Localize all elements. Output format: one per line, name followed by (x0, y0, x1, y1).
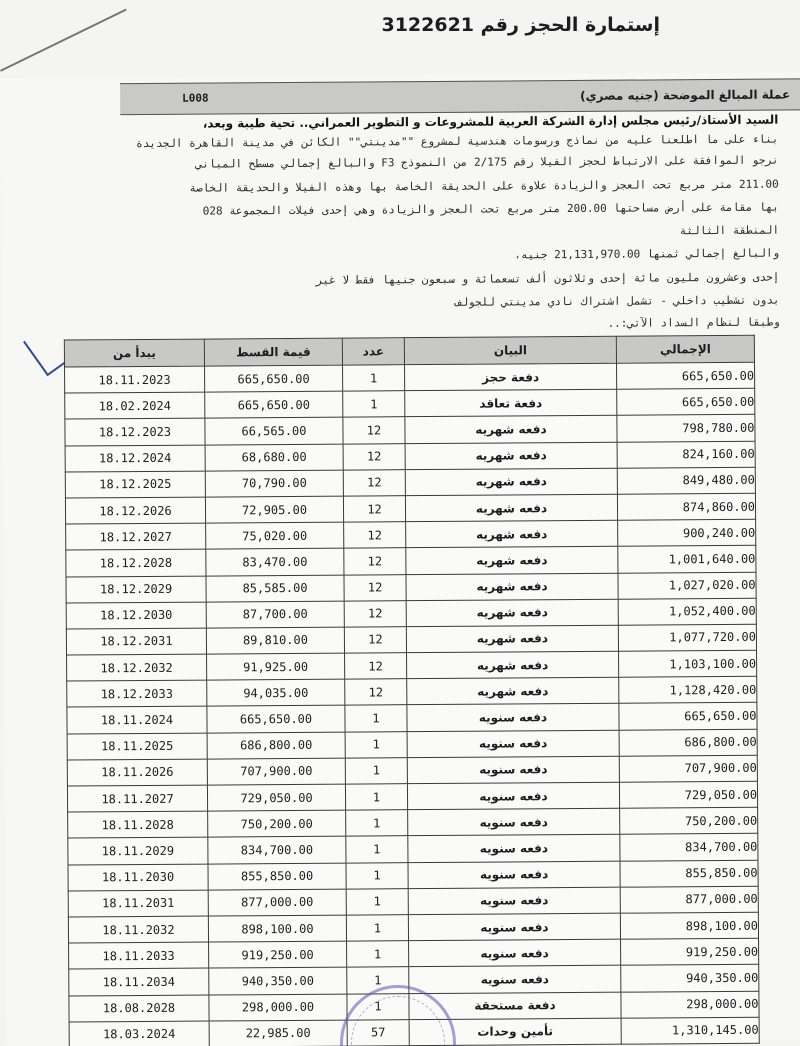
total-cell: 1,001,640.00 (618, 546, 756, 573)
count-cell: 1 (346, 915, 408, 942)
installment-cell: 298,000.00 (209, 994, 347, 1021)
installment-cell: 68,680.00 (205, 444, 343, 471)
description-cell: دفعه سنويه (408, 861, 620, 889)
installment-cell: 940,350.00 (209, 967, 347, 994)
installment-cell: 834,700.00 (208, 836, 346, 863)
description-cell: دفعه سنويه (409, 966, 621, 994)
installment-cell: 85,585.00 (206, 575, 344, 602)
start-date-cell: 18.12.2032 (67, 654, 207, 681)
total-cell: 729,050.00 (619, 781, 757, 808)
installment-cell: 665,650.00 (205, 391, 343, 418)
description-cell: دفعه شهريه (405, 442, 617, 470)
installment-cell: 665,650.00 (205, 365, 343, 392)
count-cell: 1 (345, 757, 407, 784)
total-cell: 1,103,100.00 (619, 650, 757, 677)
total-cell: 898,100.00 (620, 912, 758, 939)
description-cell: دفعه سنويه (407, 730, 619, 758)
installment-cell: 919,250.00 (209, 941, 347, 968)
description-cell: دفعه شهريه (405, 494, 617, 522)
total-cell: 798,780.00 (617, 415, 755, 442)
start-date-cell: 18.11.2033 (69, 942, 209, 969)
total-cell: 1,077,720.00 (618, 624, 756, 651)
count-cell: 57 (347, 1019, 409, 1046)
description-cell: دفعه سنويه (407, 756, 619, 784)
total-cell: 940,350.00 (621, 965, 759, 992)
description-cell: دفعه شهريه (406, 599, 618, 627)
start-date-cell: 18.12.2028 (66, 549, 206, 576)
currency-bar (120, 78, 800, 115)
start-date-cell: 18.11.2029 (68, 837, 208, 864)
total-cell: 855,850.00 (620, 860, 758, 887)
total-cell: 665,650.00 (619, 703, 757, 730)
total-cell: 874,860.00 (617, 493, 755, 520)
header-description: البيان (404, 336, 616, 364)
intro-line: بها مقامة على أرض مساحتها 200.00 متر مربع تحت العجز والزيادة وهي إحدى فيلات المجموعة 028 (202, 200, 779, 218)
start-date-cell: 18.11.2024 (67, 707, 207, 734)
count-cell: 12 (344, 627, 406, 654)
installment-cell: 94,035.00 (207, 679, 345, 706)
start-date-cell: 18.12.2031 (66, 628, 206, 655)
installment-cell: 855,850.00 (208, 863, 346, 890)
intro-line: المنطقة الثالثة (679, 223, 780, 238)
booking-number: 3122621 (381, 14, 475, 36)
count-cell: 1 (346, 888, 408, 915)
installment-cell: 83,470.00 (206, 548, 344, 575)
total-cell: 750,200.00 (620, 807, 758, 834)
start-date-cell: 18.11.2028 (68, 811, 208, 838)
installment-cell: 66,565.00 (205, 417, 343, 444)
total-cell: 900,240.00 (618, 519, 756, 546)
installment-cell: 877,000.00 (208, 889, 346, 916)
count-cell: 1 (343, 365, 405, 392)
table-row (69, 1017, 759, 1046)
installment-cell: 22,985.00 (209, 1020, 347, 1046)
description-cell: دفعه سنويه (408, 835, 620, 863)
count-cell: 1 (346, 810, 408, 837)
price-line: والبالغ إجمالي ثمنها 21,131,970.00 جنيه، (514, 246, 780, 262)
start-date-cell: 18.08.2028 (69, 995, 209, 1022)
count-cell: 1 (347, 967, 409, 994)
description-cell: دفعه شهريه (406, 573, 618, 601)
total-cell: 919,250.00 (621, 938, 759, 965)
installment-cell: 898,100.00 (208, 915, 346, 942)
total-cell: 849,480.00 (617, 467, 755, 494)
count-cell: 1 (345, 731, 407, 758)
currency-code: L008 (182, 91, 209, 105)
count-cell: 12 (344, 574, 406, 601)
count-cell: 12 (343, 417, 405, 444)
count-cell: 1 (346, 836, 408, 863)
start-date-cell: 18.11.2025 (67, 733, 207, 760)
description-cell: دفعه شهريه (406, 547, 618, 575)
start-date-cell: 18.11.2034 (69, 968, 209, 995)
description-cell: دفعه شهريه (405, 468, 617, 496)
start-date-cell: 18.12.2023 (65, 418, 205, 445)
description-cell: دفعه شهريه (406, 625, 618, 653)
total-cell: 1,052,400.00 (618, 598, 756, 625)
count-cell: 1 (347, 941, 409, 968)
description-cell: دفعة مستحقة (409, 992, 621, 1020)
payment-intro-line: وطبقا لنظام السداد الآتي:.. (607, 315, 780, 330)
installment-cell: 729,050.00 (207, 784, 345, 811)
intro-line: 211.00 متر مربع تحت العجز والزيادة علاوة على الحديقة الخاصة بها وهذه الفيلا والحديقة الخاصة (189, 177, 779, 195)
installment-cell: 87,700.00 (206, 601, 344, 628)
installment-cell: 75,020.00 (206, 522, 344, 549)
count-cell: 1 (343, 391, 405, 418)
description-cell: دفعه سنويه (408, 808, 620, 836)
start-date-cell: 18.12.2033 (67, 680, 207, 707)
start-date-cell: 18.11.2030 (68, 864, 208, 891)
installment-cell: 89,810.00 (206, 627, 344, 654)
price-words-line: إحدى وعشرون مليون مائة إحدى وثلاثون ألف تسعمائة و سبعون جنيها فقط لا غير (315, 270, 780, 287)
total-cell: 824,160.00 (617, 441, 755, 468)
currency-label: عملة المبالغ الموضحة (جنيه مصري) (580, 87, 791, 103)
finishing-line: بدون تشطيب داخلي - تشمل اشتراك نادي مدينتي للجولف (455, 293, 780, 309)
form-sheet (0, 72, 800, 1046)
pen-stroke (0, 9, 127, 72)
count-cell: 12 (344, 522, 406, 549)
start-date-cell: 18.11.2031 (68, 890, 208, 917)
count-cell: 12 (343, 469, 405, 496)
count-cell: 12 (343, 496, 405, 523)
count-cell: 1 (347, 993, 409, 1020)
payment-schedule-table (64, 335, 760, 1046)
start-date-cell: 18.11.2027 (67, 785, 207, 812)
header-total: الإجمالي (616, 335, 754, 363)
start-date-cell: 18.12.2029 (66, 576, 206, 603)
installment-cell: 665,650.00 (207, 706, 345, 733)
installment-cell: 686,800.00 (207, 732, 345, 759)
description-cell: دفعه شهريه (407, 677, 619, 705)
total-cell: 298,000.00 (621, 991, 759, 1018)
total-cell: 1,027,020.00 (618, 572, 756, 599)
title-prefix: إستمارة الحجز رقم (480, 14, 660, 36)
salutation-line: السيد الأستاذ/رئيس مجلس إدارة الشركة العربية للمشروعات و التطوير العمراني.. تحية طيبة وبعد، (202, 112, 779, 131)
start-date-cell: 18.12.2027 (66, 523, 206, 550)
count-cell: 1 (345, 705, 407, 732)
count-cell: 12 (345, 653, 407, 680)
page-title (360, 14, 660, 36)
start-date-cell: 18.12.2026 (65, 497, 205, 524)
count-cell: 12 (344, 600, 406, 627)
count-cell: 12 (345, 679, 407, 706)
header-installment-value: قيمة القسط (204, 338, 342, 366)
total-cell: 834,700.00 (620, 834, 758, 861)
start-date-cell: 18.03.2024 (69, 1021, 209, 1046)
description-cell: دفعه شهريه (407, 651, 619, 679)
description-cell: دفعه سنويه (408, 913, 620, 941)
installment-cell: 91,925.00 (207, 653, 345, 680)
description-cell: دفعه سنويه (407, 782, 619, 810)
total-cell: 665,650.00 (617, 362, 755, 389)
description-cell: دفعه سنويه (407, 704, 619, 732)
start-date-cell: 18.11.2023 (65, 366, 205, 393)
table-body (65, 362, 760, 1046)
count-cell: 12 (344, 548, 406, 575)
total-cell: 665,650.00 (617, 388, 755, 415)
installment-cell: 70,790.00 (205, 470, 343, 497)
description-cell: تأمين وحدات (409, 1018, 621, 1046)
description-cell: دفعه شهريه (406, 520, 618, 548)
description-cell: دفعة تعاقد (405, 389, 617, 417)
total-cell: 707,900.00 (619, 755, 757, 782)
start-date-cell: 18.12.2024 (65, 445, 205, 472)
total-cell: 1,128,420.00 (619, 676, 757, 703)
description-cell: دفعه سنويه (408, 887, 620, 915)
count-cell: 12 (343, 443, 405, 470)
description-cell: دفعه شهريه (405, 416, 617, 444)
start-date-cell: 18.11.2032 (68, 916, 208, 943)
installment-cell: 707,900.00 (207, 758, 345, 785)
header-count: عدد (342, 338, 404, 365)
installment-cell: 72,905.00 (205, 496, 343, 523)
installment-cell: 750,200.00 (208, 810, 346, 837)
start-date-cell: 18.02.2024 (65, 392, 205, 419)
intro-line: بناء على ما اطلعنا عليه من نماذج ورسومات هندسية لمشروع ""مدينتي"" الكائن في مدينة القاهرة الجديدة (136, 132, 779, 151)
total-cell: 686,800.00 (619, 729, 757, 756)
count-cell: 1 (345, 784, 407, 811)
count-cell: 1 (346, 862, 408, 889)
start-date-cell: 18.12.2030 (66, 602, 206, 629)
total-cell: 877,000.00 (620, 886, 758, 913)
total-cell: 1,310,145.00 (621, 1017, 759, 1044)
intro-line: نرجو الموافقة على الارتباط لحجز الفيلا رقم 2/175 من النموذج F3 والبالغ إجمالي مسطح المباني (195, 153, 779, 171)
header-start-date: يبدأ من (64, 339, 204, 367)
start-date-cell: 18.11.2026 (67, 759, 207, 786)
start-date-cell: 18.12.2025 (65, 471, 205, 498)
description-cell: دفعة حجز (405, 363, 617, 391)
description-cell: دفعه سنويه (409, 939, 621, 967)
